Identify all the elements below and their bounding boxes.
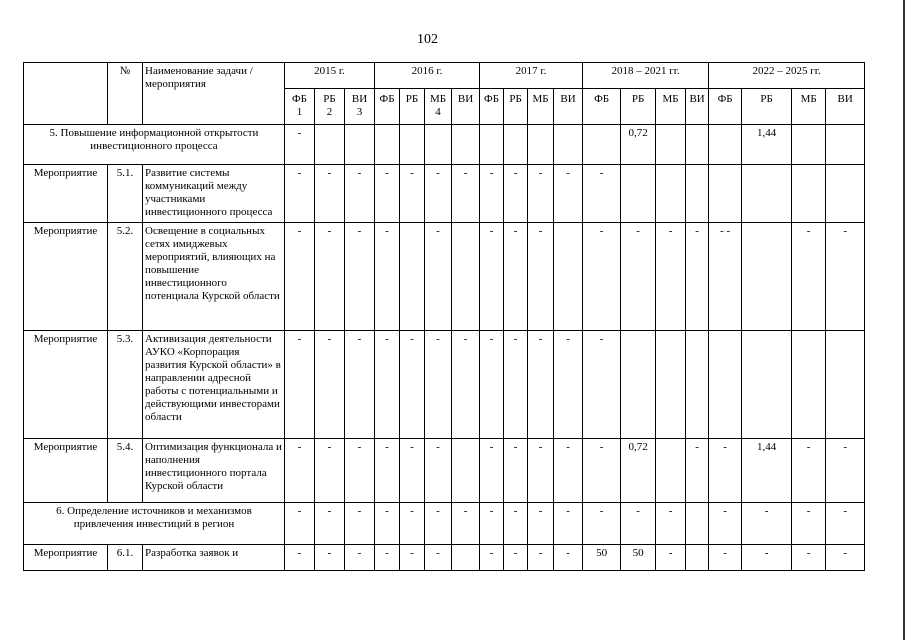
funding-source-header: МБ 4 — [425, 89, 452, 125]
value-cell — [742, 165, 792, 223]
value-cell: - — [345, 503, 375, 545]
value-cell — [554, 223, 583, 331]
value-cell: - — [285, 439, 315, 503]
value-cell: - — [345, 331, 375, 439]
value-cell: - — [709, 503, 742, 545]
value-cell: - — [554, 503, 583, 545]
value-cell — [345, 125, 375, 165]
value-cell: - — [480, 545, 504, 571]
value-cell — [400, 125, 425, 165]
value-cell: - — [554, 545, 583, 571]
value-cell — [583, 125, 621, 165]
value-cell — [709, 125, 742, 165]
value-cell: - — [504, 165, 528, 223]
funding-source-header: РБ — [621, 89, 656, 125]
measure-number: 6.1. — [108, 545, 143, 571]
value-cell — [400, 223, 425, 331]
value-cell: - — [400, 331, 425, 439]
value-cell — [792, 331, 826, 439]
value-cell — [686, 545, 709, 571]
value-cell: 50 — [621, 545, 656, 571]
value-cell: - — [452, 331, 480, 439]
value-cell — [686, 503, 709, 545]
value-cell: - — [375, 503, 400, 545]
value-cell: - — [528, 503, 554, 545]
value-cell — [554, 125, 583, 165]
funding-source-header: ФБ — [375, 89, 400, 125]
value-cell — [656, 165, 686, 223]
value-cell: - — [686, 439, 709, 503]
measure-row — [24, 165, 865, 223]
measure-number: 5.2. — [108, 223, 143, 331]
value-cell: - — [425, 223, 452, 331]
value-cell: - — [285, 125, 315, 165]
value-cell: - — [345, 223, 375, 331]
section-title: 5. Повышение информационной открытости инвестиционного процесса — [24, 125, 285, 165]
funding-source-header: ФБ 1 — [285, 89, 315, 125]
value-cell: - — [792, 439, 826, 503]
value-cell: - — [583, 503, 621, 545]
value-cell: - — [285, 503, 315, 545]
value-cell: - — [686, 223, 709, 331]
measure-number: 5.3. — [108, 331, 143, 439]
value-cell: - — [400, 165, 425, 223]
value-cell — [656, 439, 686, 503]
value-cell: - — [425, 503, 452, 545]
value-cell: - — [480, 165, 504, 223]
value-cell: - — [656, 545, 686, 571]
funding-source-header: РБ 2 — [315, 89, 345, 125]
funding-source-header: ФБ — [583, 89, 621, 125]
value-cell: - — [528, 331, 554, 439]
value-cell: - — [400, 439, 425, 503]
value-cell — [621, 331, 656, 439]
measure-row — [24, 439, 865, 503]
page-number: 102 — [417, 32, 438, 47]
measure-row — [24, 545, 865, 571]
value-cell: - — [656, 503, 686, 545]
measure-task: Развитие системы коммуникаций между участниками инвестиционного процесса — [143, 165, 285, 223]
value-cell: - — [375, 439, 400, 503]
value-cell — [425, 125, 452, 165]
measure-label: Мероприятие — [24, 165, 108, 223]
value-cell: - — [583, 165, 621, 223]
funding-source-header: МБ — [656, 89, 686, 125]
value-cell: - — [621, 503, 656, 545]
value-cell: - — [315, 545, 345, 571]
value-cell: - — [504, 331, 528, 439]
value-cell: - — [285, 545, 315, 571]
value-cell: - — [345, 545, 375, 571]
value-cell: - — [480, 223, 504, 331]
measure-task: Освещение в социальных сетях имиджевых мероприятий, влияющих на повышение инвестиционного потенциала Курской области — [143, 223, 285, 331]
value-cell: - — [425, 439, 452, 503]
value-cell — [686, 125, 709, 165]
measure-number: 5.4. — [108, 439, 143, 503]
value-cell: - — [375, 223, 400, 331]
corner-cell — [24, 63, 108, 125]
value-cell — [480, 125, 504, 165]
value-cell: - — [285, 331, 315, 439]
value-cell — [792, 165, 826, 223]
value-cell: 0,72 — [621, 125, 656, 165]
funding-source-header: РБ — [742, 89, 792, 125]
value-cell: - — [480, 331, 504, 439]
value-cell: - — [826, 503, 865, 545]
value-cell: - — [504, 545, 528, 571]
value-cell: - — [583, 439, 621, 503]
value-cell: - — [583, 331, 621, 439]
measure-label: Мероприятие — [24, 331, 108, 439]
value-cell — [686, 165, 709, 223]
funding-source-header: ФБ — [709, 89, 742, 125]
value-cell: - — [425, 545, 452, 571]
value-cell: - - — [709, 223, 742, 331]
value-cell — [826, 165, 865, 223]
task-column-header: Наименование задачи / мероприятия — [143, 63, 285, 125]
value-cell: - — [400, 503, 425, 545]
funding-source-header: ВИ — [826, 89, 865, 125]
value-cell: - — [528, 545, 554, 571]
value-cell — [709, 165, 742, 223]
value-cell: - — [504, 503, 528, 545]
value-cell: - — [315, 439, 345, 503]
value-cell: 1,44 — [742, 439, 792, 503]
value-cell: - — [315, 165, 345, 223]
value-cell: - — [480, 503, 504, 545]
value-cell: - — [742, 503, 792, 545]
section-row — [24, 503, 865, 545]
value-cell — [656, 125, 686, 165]
value-cell: - — [826, 223, 865, 331]
value-cell — [452, 125, 480, 165]
value-cell: - — [504, 223, 528, 331]
value-cell: - — [285, 223, 315, 331]
value-cell: - — [285, 165, 315, 223]
value-cell — [709, 331, 742, 439]
value-cell: - — [709, 439, 742, 503]
value-cell: - — [345, 439, 375, 503]
value-cell — [621, 165, 656, 223]
value-cell: - — [452, 165, 480, 223]
value-cell — [686, 331, 709, 439]
value-cell — [656, 331, 686, 439]
value-cell: - — [528, 439, 554, 503]
period-header: 2017 г. — [480, 63, 583, 89]
measure-number: 5.1. — [108, 165, 143, 223]
budget-table — [23, 62, 865, 571]
value-cell: - — [826, 545, 865, 571]
value-cell — [826, 331, 865, 439]
funding-source-header: ВИ — [452, 89, 480, 125]
section-title: 6. Определение источников и механизмов привлечения инвестиций в регион — [24, 503, 285, 545]
value-cell: - — [315, 331, 345, 439]
value-cell: - — [452, 503, 480, 545]
funding-source-header: РБ — [400, 89, 425, 125]
value-cell — [452, 545, 480, 571]
value-cell — [375, 125, 400, 165]
num-column-header: № — [108, 63, 143, 125]
period-header: 2015 г. — [285, 63, 375, 89]
value-cell: - — [554, 439, 583, 503]
measure-label: Мероприятие — [24, 223, 108, 331]
value-cell: 1,44 — [742, 125, 792, 165]
funding-source-header: МБ — [792, 89, 826, 125]
funding-source-header: ВИ — [686, 89, 709, 125]
value-cell: - — [315, 223, 345, 331]
value-cell: - — [480, 439, 504, 503]
value-cell — [452, 223, 480, 331]
value-cell: - — [528, 165, 554, 223]
value-cell: - — [315, 503, 345, 545]
value-cell: - — [400, 545, 425, 571]
value-cell: - — [375, 545, 400, 571]
value-cell: - — [792, 545, 826, 571]
measure-row — [24, 331, 865, 439]
value-cell: - — [656, 223, 686, 331]
funding-source-header: ВИ 3 — [345, 89, 375, 125]
value-cell — [792, 125, 826, 165]
value-cell: - — [792, 503, 826, 545]
value-cell: - — [621, 223, 656, 331]
value-cell: - — [425, 331, 452, 439]
funding-source-header: РБ — [504, 89, 528, 125]
period-header: 2016 г. — [375, 63, 480, 89]
value-cell: - — [504, 439, 528, 503]
value-cell — [528, 125, 554, 165]
value-cell: - — [742, 545, 792, 571]
funding-source-header: ФБ — [480, 89, 504, 125]
value-cell — [315, 125, 345, 165]
value-cell: - — [792, 223, 826, 331]
period-header: 2018 – 2021 гг. — [583, 63, 709, 89]
funding-source-header: ВИ — [554, 89, 583, 125]
value-cell: - — [375, 331, 400, 439]
value-cell — [826, 125, 865, 165]
value-cell: - — [583, 223, 621, 331]
value-cell: - — [554, 331, 583, 439]
period-header: 2022 – 2025 гг. — [709, 63, 865, 89]
value-cell: - — [709, 545, 742, 571]
value-cell — [742, 331, 792, 439]
value-cell — [742, 223, 792, 331]
measure-task: Разработка заявок и — [143, 545, 285, 571]
value-cell — [452, 439, 480, 503]
value-cell: - — [425, 165, 452, 223]
funding-source-header: МБ — [528, 89, 554, 125]
measure-task: Оптимизация функционала и наполнения инвестиционного портала Курской области — [143, 439, 285, 503]
value-cell: 50 — [583, 545, 621, 571]
value-cell: - — [826, 439, 865, 503]
value-cell: - — [345, 165, 375, 223]
measure-task: Активизация деятельности АУКО «Корпорация развития Курской области» в направлении адресной работы с потенциальными и действующими инвесторами области — [143, 331, 285, 439]
value-cell: - — [375, 165, 400, 223]
measure-label: Мероприятие — [24, 545, 108, 571]
measure-label: Мероприятие — [24, 439, 108, 503]
value-cell: - — [554, 165, 583, 223]
value-cell: - — [528, 223, 554, 331]
value-cell: 0,72 — [621, 439, 656, 503]
value-cell — [504, 125, 528, 165]
measure-row — [24, 223, 865, 331]
section-row — [24, 125, 865, 165]
